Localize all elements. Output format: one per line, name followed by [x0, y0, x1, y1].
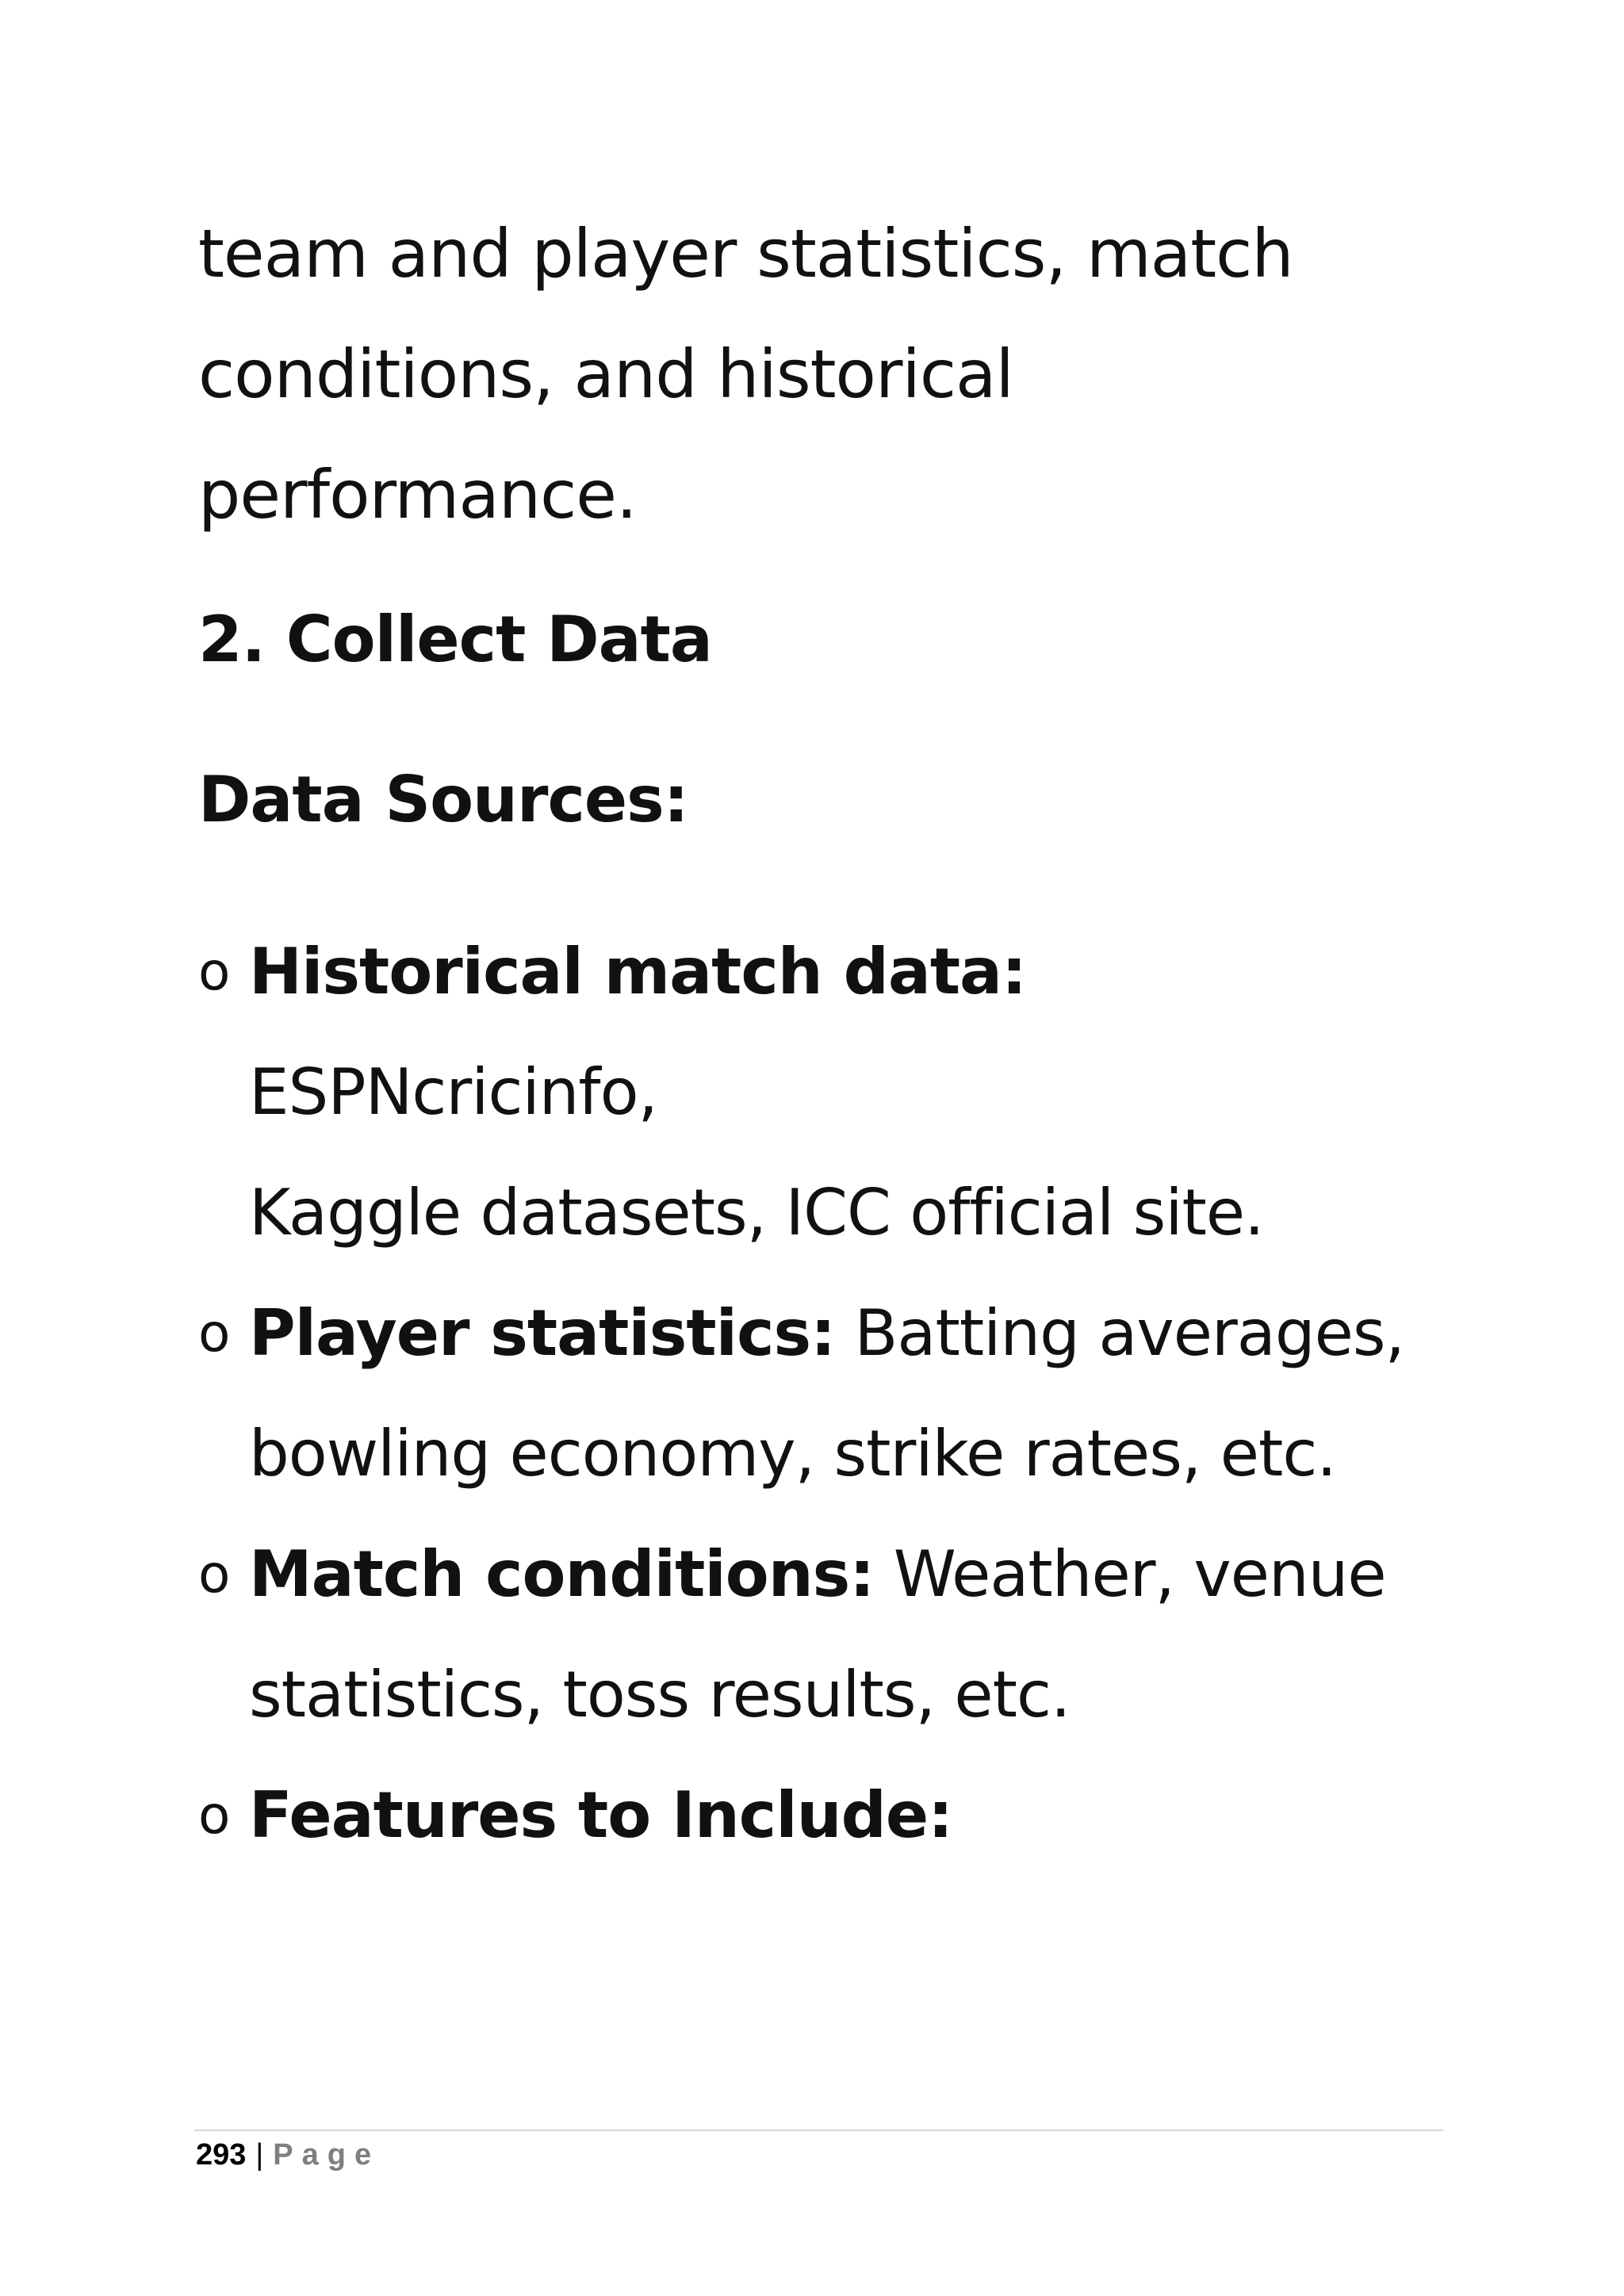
item-label: Features to Include: — [249, 1778, 953, 1852]
item-label: Match conditions: — [249, 1537, 875, 1611]
body-paragraph — [198, 193, 1467, 555]
paragraph-line: conditions, and historical — [198, 335, 1013, 413]
page-number: 293 — [196, 2138, 247, 2172]
item-text-continued: statistics, toss results, etc. — [249, 1658, 1071, 1732]
section-heading: 2. Collect Data — [198, 603, 712, 676]
data-sources-list — [198, 912, 1435, 1876]
item-label: Player statistics: — [249, 1296, 836, 1370]
list-item — [198, 1514, 1435, 1755]
item-label: Historical match data: — [249, 935, 1027, 1008]
bullet-icon: o — [198, 1303, 230, 1364]
list-item — [198, 1273, 1435, 1514]
sub-heading: Data Sources: — [198, 763, 688, 836]
page-label: Page — [273, 2138, 381, 2172]
bullet-icon: o — [198, 941, 230, 1002]
page-footer — [196, 2135, 380, 2175]
item-text: Batting averages, — [835, 1296, 1404, 1370]
list-item — [198, 1755, 1435, 1876]
footer-separator: | — [255, 2138, 264, 2172]
paragraph-line: performance. — [198, 456, 637, 534]
item-text-continued: Kaggle datasets, ICC official site. — [249, 1176, 1264, 1249]
bullet-icon: o — [198, 1785, 230, 1846]
item-text: Weather, venue — [874, 1537, 1386, 1611]
footer-divider — [194, 2130, 1443, 2131]
list-item — [198, 912, 1435, 1273]
paragraph-line: team and player statistics, match — [198, 215, 1293, 293]
bullet-icon: o — [198, 1544, 230, 1605]
item-text-continued: bowling economy, strike rates, etc. — [249, 1417, 1336, 1490]
item-text: ESPNcricinfo, — [249, 1055, 657, 1129]
